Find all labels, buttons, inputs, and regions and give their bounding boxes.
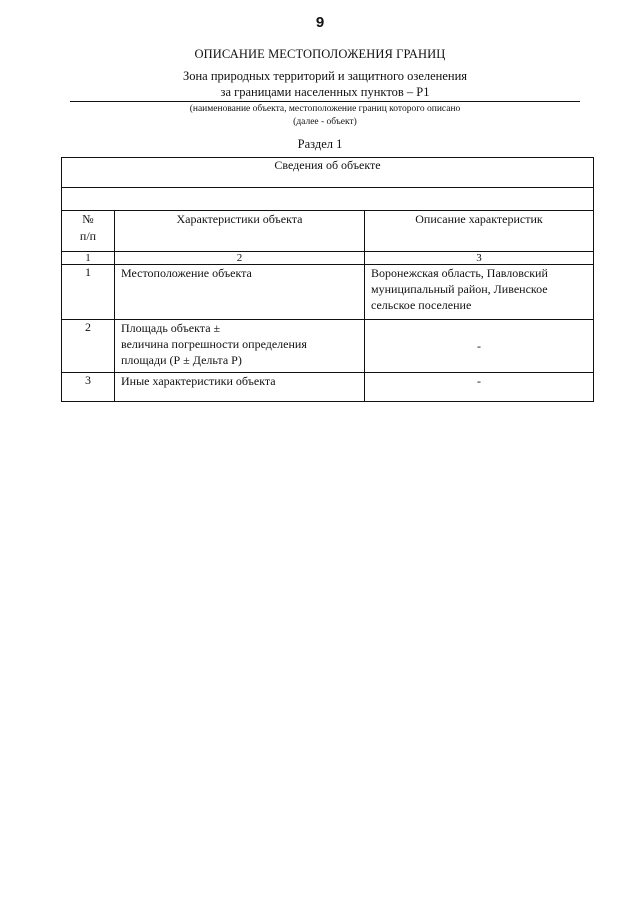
row-characteristic-line: величина погрешности определения [121,337,307,351]
table-blank-cell [62,188,594,211]
object-info-table [61,157,594,402]
table-row [62,373,594,402]
table-heading: Сведения об объекте [62,158,594,188]
document-title: ОПИСАНИЕ МЕСТОПОЛОЖЕНИЯ ГРАНИЦ [194,47,446,61]
row-number: 3 [62,373,115,402]
row-number: 2 [62,320,115,373]
table-row [62,320,594,373]
row-description-line: - [477,339,481,353]
page-number: 9 [315,14,325,31]
row-characteristic-line: Площадь объекта ± [121,321,221,335]
row-characteristic-line: площади (Р ± Дельта Р) [121,353,242,367]
caption-line-2: (далее - объект) [293,117,357,127]
table-header-row [62,211,594,252]
column-number-row [62,252,594,265]
object-name-line-1: Зона природных территорий и защитного озеленения [182,69,468,83]
object-name [70,68,580,100]
col-header-number [62,211,115,252]
column-number-1: 1 [62,252,115,265]
row-description-line: Воронежская область, Павловский [371,266,548,280]
table-row [62,265,594,320]
row-characteristic [115,320,365,373]
row-number: 1 [62,265,115,320]
row-characteristic-line: Местоположение объекта [121,266,252,280]
column-number-2: 2 [115,252,365,265]
row-description [365,373,594,402]
col-header-number-line-2: п/п [79,229,97,243]
object-name-line-2: за границами населенных пунктов – Р1 [220,85,430,99]
row-characteristic [115,265,365,320]
object-caption [70,103,580,129]
row-description-line: сельское поселение [371,298,472,312]
col-header-description: Описание характеристик [365,211,594,252]
table-heading-row [62,158,594,188]
row-description-line: муниципальный район, Ливенское [371,282,548,296]
col-header-number-line-1: № [82,212,94,226]
row-characteristic [115,373,365,402]
section-title: Раздел 1 [297,137,343,151]
row-characteristic-line: Иные характеристики объекта [121,374,276,388]
row-description [365,320,594,373]
table-blank-row [62,188,594,211]
col-header-characteristics: Характеристики объекта [115,211,365,252]
column-number-3: 3 [365,252,594,265]
row-description-line: - [477,374,481,388]
row-description [365,265,594,320]
caption-line-1: (наименование объекта, местоположение границ которого описано [189,104,461,114]
underline-divider [70,101,580,102]
